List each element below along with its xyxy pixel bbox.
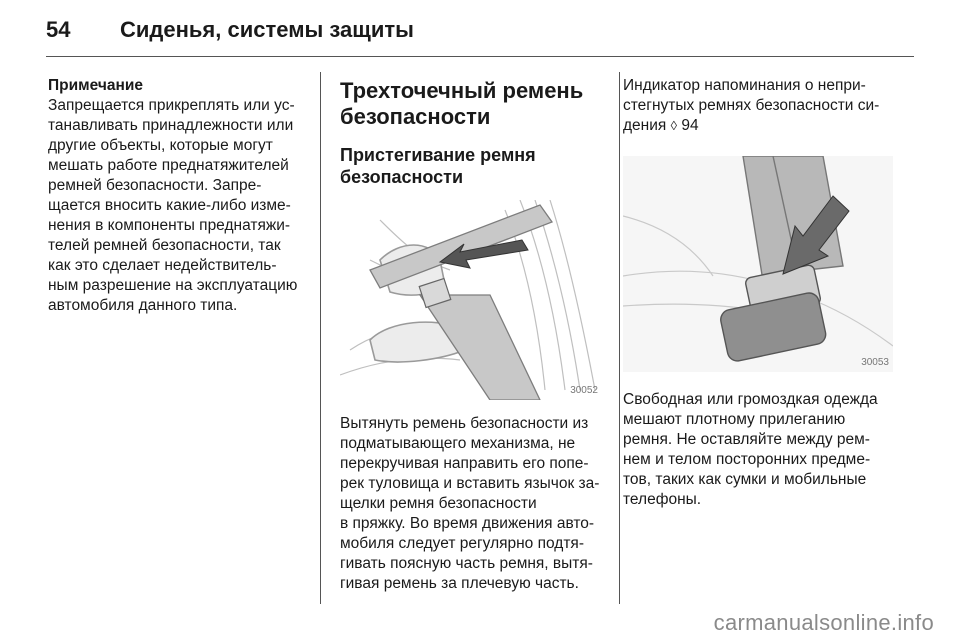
column-3 <box>623 76 905 510</box>
figure-code: 30052 <box>570 385 598 396</box>
figure-buckle-insert <box>623 156 893 372</box>
reminder-text-main: Индикатор напоминания о непри‐ стегнутых ремнях безопасности си‐ дения <box>623 77 880 134</box>
subsection-heading: Пристегивание ремня безопасности <box>340 145 536 187</box>
column-divider-1 <box>320 72 321 604</box>
figure-code: 30053 <box>861 357 889 368</box>
buckle-illustration <box>623 156 893 372</box>
note-title: Примечание <box>48 77 143 94</box>
watermark: carmanualsonline.info <box>713 610 934 635</box>
note-text: Запрещается прикреплять или ус‐ танавливать принадлежности или другие объекты, которые могут мешать работе преднатяжителей ремней безопасности. Запре‐ щается вносить какие-либо изме‐ нения в компоненты преднатяжи‐ телей ремней безопасности, так как это сделает недействитель‐ ным разрешение на эксплуатацию автомобиля данного типа. <box>48 97 298 314</box>
page-number: 54 <box>46 17 71 42</box>
header-divider <box>46 56 914 57</box>
buckling-instructions: Вытянуть ремень безопасности из подматывающего механизма, не перекручивая направить его попе‐ рек туловища и вставить язычок за‐ щелки ремня безопасности в пряжку. Во время движения авто‐ мобиля следует регулярно подтя‐ гивать поясную часть ремня, вытя‐ гивая ремень за плечевую часть. <box>340 415 600 592</box>
column-1 <box>48 76 306 316</box>
column-divider-2 <box>619 72 620 604</box>
reference-page: 94 <box>681 117 699 134</box>
figure-buckling-belt <box>340 200 602 400</box>
section-title: Сиденья, системы защиты <box>120 17 414 42</box>
column-2 <box>340 78 606 594</box>
clothing-advice: Свободная или громоздкая одежда мешают плотному прилеганию ремня. Не оставляйте между рем‐ нем и телом посторонних предме‐ тов, таких как сумки и мобильные телефоны. <box>623 391 878 508</box>
section-heading: Трехточечный ремень безопасности <box>340 78 584 129</box>
page-header <box>46 12 414 48</box>
triangle-reference-icon: ◊ <box>670 118 678 133</box>
buckling-illustration <box>340 200 602 400</box>
reminder-text <box>623 76 905 136</box>
